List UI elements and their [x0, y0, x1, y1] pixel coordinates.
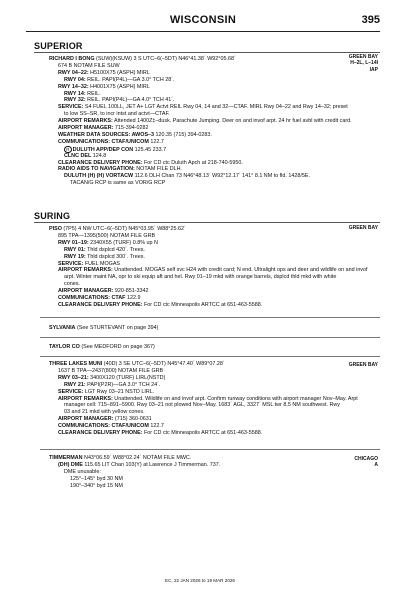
entry-label: COMMUNICATIONS: CTAF: [58, 295, 126, 301]
entry-text: 120.35 (715) 394-0283.: [154, 131, 212, 138]
entry-line: [58, 240, 158, 247]
entry-text: 122.7: [148, 423, 164, 430]
entry-line: [49, 361, 225, 368]
entry-label: SERVICE:: [58, 388, 84, 395]
entry-text: Unattended. MOGAS self svc H24 with credit card; N end. Ultralight ops and deer and wildlife on and invof: [112, 267, 368, 274]
entry-label: WEATHER DATA SOURCES: AWOS–3: [58, 131, 155, 138]
entry-label: AIRPORT REMARKS:: [58, 395, 113, 402]
entry-text: (7P5) 4 NW UTC–6(–5DT) N45°03.95´ W88°25.62´: [61, 226, 186, 232]
entry-text: For CD ctc Duluth Apch at 218-740-5950.: [142, 159, 243, 166]
entry-line: [58, 423, 164, 430]
entry-label: TIMMERMAN: [49, 455, 83, 461]
entry-line: [64, 153, 106, 160]
entry-label: SERVICE:: [58, 104, 84, 111]
entry-line: [58, 368, 163, 375]
entry-text: (SUW)(KSUW) 3 S UTC–6(–5DT) N46°41.38´ W92°05.68´: [94, 56, 236, 62]
entry-text: 2340X55 (TURF) 0.8% up N: [88, 239, 158, 246]
entry-line: [64, 97, 175, 104]
entry-text: manager cell: 715–891–5900. Rwy 03–21 not plowed Nov–May. 1683´ AGL, 3327´ MSL twr 8.5 NM southwest. Rwy: [64, 402, 340, 409]
entry-text: to low SS–SR, to incr intst and actvt—CTAF.: [64, 111, 170, 118]
entry-line: [58, 389, 154, 396]
page-number: 395: [361, 14, 380, 26]
entry-separator: [40, 449, 380, 450]
entry-text: 115.65 LIT Chan 103(Y) at Lawrence J Timmerman. 737.: [82, 461, 221, 468]
entry-line: [58, 104, 348, 111]
entry-label: RWY 21:: [64, 381, 86, 388]
entry-line: [70, 476, 123, 483]
entry-label: RWY 14:: [64, 90, 86, 97]
entry-label: RWY 01–19:: [58, 239, 89, 246]
entry-line: [58, 160, 243, 167]
entry-text: 125.45 233.7: [133, 146, 167, 153]
entry-label: AIRPORT MANAGER:: [58, 416, 114, 423]
entry-text: 124.8: [91, 152, 107, 159]
entry-text: N43°06.59´ W88°02.24´ NOTAM FILE MWC.: [82, 455, 192, 461]
entry-text: 122.7: [148, 138, 164, 145]
entry-line: [64, 111, 170, 118]
entry-line: [49, 455, 191, 462]
entry-line: [64, 469, 101, 476]
entry-text: Thld dsplcd 420´. Trees.: [85, 246, 145, 253]
entry-text: Unattended. Wildlife on and invof arpt. Confirm runway conditions with airport manager Nov–May. Arpt: [112, 395, 358, 402]
entry-text: 122.9: [125, 295, 141, 301]
entry-text: 03 and 21 mkd with yellow cones.: [64, 409, 145, 416]
entry-line: [58, 267, 368, 274]
entry-line: [64, 77, 175, 84]
entry-label: RADIO AIDS TO NAVIGATION:: [58, 166, 135, 173]
entry-label: RWY 01:: [64, 246, 86, 253]
entry-line: [58, 375, 165, 382]
entry-text: FUEL MOGAS: [83, 260, 121, 267]
entry-label: (DH) DME: [58, 461, 83, 468]
entry-line: [58, 302, 262, 309]
entry-text: TACAN/G RCP is same as VOR/G RCP: [70, 180, 166, 187]
entry-line: [58, 118, 352, 125]
entry-text: (715) 360-0631: [113, 416, 152, 423]
state-title: WISCONSIN: [169, 14, 237, 26]
entry-label: AIRPORT MANAGER:: [58, 125, 114, 131]
chart-refs-suring: GREEN BAY: [348, 225, 378, 231]
entry-text: H4001X75 (ASPH) MIRL: [88, 83, 150, 90]
entry-text: Thld dsplcd 300´. Trees.: [85, 253, 145, 260]
entry-text: 3400X120 (TURF) LIRL(NSTD): [88, 374, 166, 381]
entry-label: CLEARANCE DELIVERY PHONE:: [58, 159, 143, 166]
entry-label: RWY 14–32:: [58, 83, 89, 90]
entry-text: 895 TPA—1395(500) NOTAM FILE GRB: [58, 232, 156, 239]
entry-text: 112.6 DLH Chan 73 N46°48.13´ W92°12.17´ 141° 8.1 NM to fld. 1428/5E.: [133, 173, 310, 180]
entry-line: [58, 462, 220, 469]
entry-label: CLEARANCE DELIVERY PHONE:: [58, 430, 143, 436]
entry-line: [64, 281, 80, 288]
entry-text: Attended 1400Z‡–dusk. Parachute Jumping. Deer on and invof arpt. 24 hr fuel avbl with credit card.: [112, 118, 352, 125]
entry-text: (40D) 3 SE UTC–6(–5DT) N45°47.40´ W89°07.28´: [102, 361, 225, 367]
entry-text: REIL. PAPI(P4L)—GA 4.0° TCH 41´.: [85, 97, 175, 104]
entry-separator: [40, 317, 380, 318]
entry-line: [70, 180, 165, 187]
cross-ref-sylvania: SYLVANIA (See STURTEVANT on page 394): [49, 325, 159, 331]
entry-line: [58, 295, 140, 302]
entry-line: [64, 409, 145, 416]
entry-line: [58, 416, 152, 423]
entry-line: [64, 382, 160, 389]
radar-symbol-icon: R: [64, 146, 72, 154]
entry-line: [49, 226, 186, 233]
entry-separator: [40, 356, 380, 357]
entry-line: [64, 173, 310, 180]
city-rule: [34, 222, 380, 223]
entry-text: 190°–340° byd 15 NM: [70, 482, 123, 489]
entry-line: [58, 430, 262, 437]
entry-label: RWY 03–21:: [58, 374, 89, 381]
entry-text: 125°–145° byd 30 NM: [70, 475, 123, 482]
entry-line: [58, 132, 212, 139]
entry-separator: [40, 337, 380, 338]
entry-line: [58, 84, 150, 91]
entry-text: For CD ctc Minneapolis ARTCC at 651-463-5588.: [142, 301, 263, 308]
entry-label: RWY 19:: [64, 253, 86, 260]
entry-label: RWY 32:: [64, 97, 86, 104]
city-rule: [34, 52, 380, 53]
entry-text: 674 B NOTAM FILE SUW: [58, 62, 120, 69]
entry-line: [64, 274, 336, 281]
entry-label: RWY 04–22:: [58, 69, 89, 76]
entry-label: COMMUNICATIONS: CTAF/UNICOM: [58, 138, 149, 145]
entry-label: AIRPORT MANAGER:: [58, 288, 114, 295]
entry-text: 715-394-0282: [113, 125, 149, 131]
header-rule: [26, 31, 380, 32]
entry-line: [49, 56, 236, 63]
entry-label: RWY 04:: [64, 76, 86, 83]
entry-text: For CD ctc Minneapolis ARTCC at 651-463-5588.: [142, 430, 263, 436]
entry-line: [58, 396, 358, 403]
entry-text: 920-851-3342: [113, 288, 149, 295]
entry-label: AIRPORT REMARKS:: [58, 267, 113, 274]
entry-line: [58, 233, 155, 240]
entry-text: 1637 B TPA—2437(800) NOTAM FILE GRB: [58, 367, 164, 374]
city-heading-superior: SUPERIOR: [34, 41, 83, 51]
entry-line: [64, 402, 340, 409]
page-header: [26, 14, 380, 30]
entry-text: REIL. PAPI(P4L)—GA 3.0° TCH 28´.: [85, 76, 175, 83]
entry-line: [64, 247, 145, 254]
chart-refs-timmerman: CHICAGO A: [354, 456, 378, 469]
entry-text: LGT Rwy 03–21 NSTD LIRL.: [83, 388, 155, 395]
effective-date-footer: EC, 22 JAN 2026 to 19 MAR 2026: [165, 578, 235, 583]
entry-label: SERVICE:: [58, 260, 84, 267]
entry-line: [58, 139, 164, 146]
entry-text: cones.: [64, 281, 80, 288]
entry-label: CLNC DEL: [64, 152, 92, 159]
entry-line: [64, 254, 145, 261]
entry-label: CLEARANCE DELIVERY PHONE:: [58, 301, 143, 308]
entry-text: PAPI(P2R)—GA 3.0° TCH 24´.: [85, 381, 161, 388]
entry-line: [58, 261, 120, 268]
chart-refs-three-lakes: GREEN BAY: [348, 362, 378, 368]
city-heading-suring: SURING: [34, 211, 71, 221]
entry-label: PISO: [49, 226, 62, 232]
entry-line: [70, 483, 123, 490]
entry-label: AIRPORT REMARKS:: [58, 118, 113, 125]
entry-line: [58, 70, 150, 77]
cross-ref-taylor-co: TAYLOR CO (See MEDFORD on page 367): [49, 344, 155, 350]
entry-label: THREE LAKES MUNI: [49, 361, 103, 367]
entry-line: [58, 166, 182, 173]
entry-line: [64, 91, 101, 98]
chart-refs-superior: GREEN BAY H–2L, L–14I IAP: [348, 54, 378, 73]
entry-text: NOTAM FILE DLH.: [134, 166, 182, 173]
entry-text: arpt. Winter maint NA, opr to ski equip aft and hel. Rwy 01–19 mkd with orange barrels, dsplcd thld mkd with white: [64, 274, 337, 281]
entry-line: [58, 288, 148, 295]
entry-text: REIL.: [85, 90, 101, 97]
entry-text: S4 FUEL 100LL, JET A+ LGT Actvt REIL Rwy 04, 14 and 32—CTAF. MIRL Rwy 04–22 and Rwy 14–32; preset: [83, 104, 348, 111]
entry-label: DULUTH APP/DEP CON: [72, 146, 134, 153]
entry-label: RICHARD I BONG: [49, 56, 95, 62]
entry-label: COMMUNICATIONS: CTAF/UNICOM: [58, 423, 149, 430]
entry-label: DULUTH (H) (H) VORTACW: [64, 173, 134, 180]
entry-line: [58, 125, 148, 132]
entry-text: DME unusable:: [64, 468, 101, 475]
entry-text: H5100X75 (ASPH) MIRL: [88, 69, 150, 76]
entry-line: [58, 63, 120, 70]
